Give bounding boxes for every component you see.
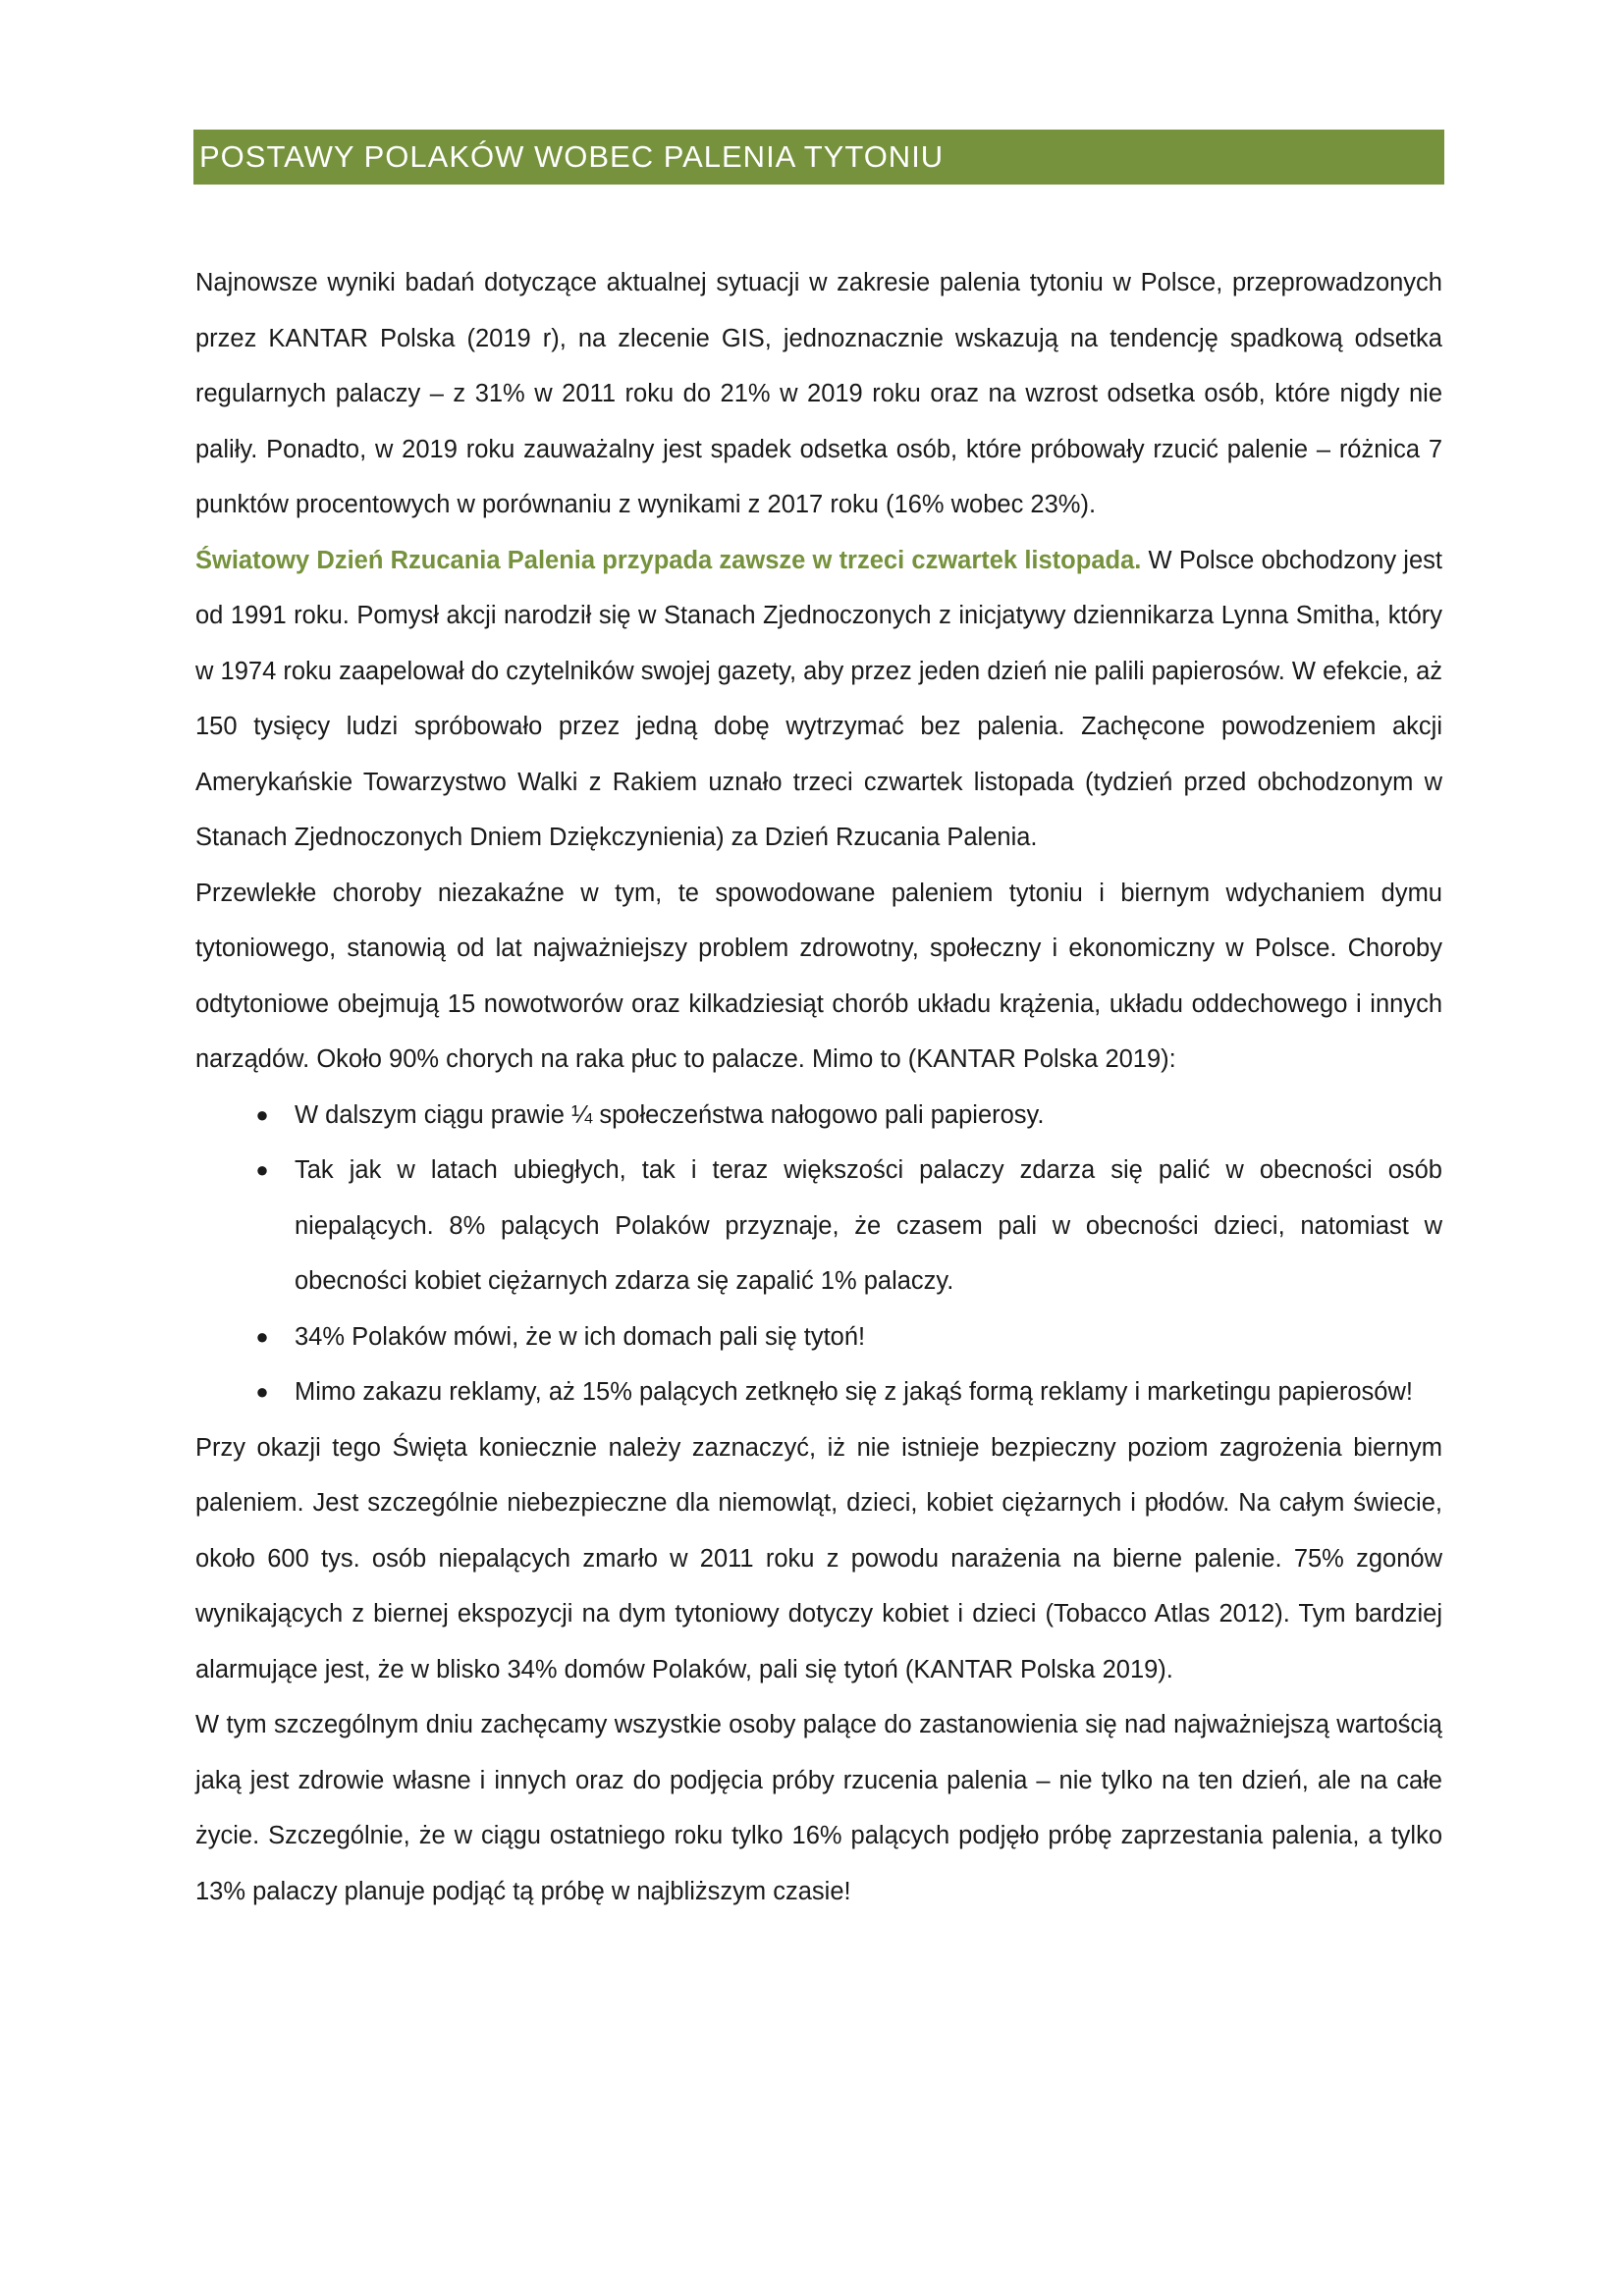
list-item [195, 1143, 1442, 1309]
paragraph-intro: Najnowsze wyniki badań dotyczące aktualnej sytuacji w zakresie palenia tytoniu w Polsce, przeprowadzonych przez KANTAR Polska (2019 r), na zlecenie GIS, jednoznacznie wskazują na tendencję spadkową odsetka regularnych palaczy – z 31% w 2011 roku do 21% w 2019 roku oraz na wzrost odsetka osób, które nigdy nie paliły. Ponadto, w 2019 roku zauważalny jest spadek odsetka osób, które próbowały rzucić palenie – różnica 7 punktów procentowych w porównaniu z wynikami z 2017 roku (16% wobec 23%). [195, 269, 1442, 518]
list-item [195, 1088, 1442, 1144]
page-title: POSTAWY POLAKÓW WOBEC PALENIA TYTONIU [199, 139, 945, 174]
bullet-icon: ● [255, 1101, 269, 1127]
document-body [193, 255, 1444, 1919]
highlighted-sentence: Światowy Dzień Rzucania Palenia przypada zawsze w trzeci czwartek listopada. [195, 546, 1142, 574]
bullet-icon: ● [255, 1323, 269, 1349]
bullet-list [195, 1088, 1442, 1420]
list-item [195, 1364, 1442, 1420]
bullet-icon: ● [255, 1379, 269, 1404]
paragraph-world-no-smoking-day [195, 533, 1442, 866]
paragraph-text: W Polsce obchodzony jest od 1991 roku. Pomysł akcji narodził się w Stanach Zjednoczonych z inicjatywy dziennikarza Lynna Smitha, który w 1974 roku zaapelował do czytelników swojej gazety, aby przez jeden dzień nie palili papierosów. W efekcie, aż 150 tysięcy ludzi spróbowało przez jedną dobę wytrzymać bez palenia. Zachęcone powodzeniem akcji Amerykańskie Towarzystwo Walki z Rakiem uznało trzeci czwartek listopada (tydzień przed obchodzonym w Stanach Zjednoczonych Dniem Dziękczynienia) za Dzień Rzucania Palenia. [195, 546, 1442, 851]
paragraph-closing-appeal: W tym szczególnym dniu zachęcamy wszystkie osoby palące do zastanowienia się nad najważniejszą wartością jaką jest zdrowie własne i innych oraz do podjęcia próby rzucenia palenia – nie tylko na ten dzień, ale na całe życie. Szczególnie, że w ciągu ostatniego roku tylko 16% palących podjęło próbę zaprzestania palenia, a tylko 13% palaczy planuje podjąć tą próbę w najbliższym czasie! [195, 1711, 1442, 1905]
title-bar [193, 130, 1444, 185]
paragraph-passive-smoking: Przy okazji tego Święta koniecznie należy zaznaczyć, iż nie istnieje bezpieczny poziom zagrożenia biernym paleniem. Jest szczególnie niebezpieczne dla niemowląt, dzieci, kobiet ciężarnych i płodów. Na całym świecie, około 600 tys. osób niepalących zmarło w 2011 roku z powodu narażenia na bierne palenie. 75% zgonów wynikających z biernej ekspozycji na dym tytoniowy dotyczy kobiet i dzieci (Tobacco Atlas 2012). Tym bardziej alarmujące jest, że w blisko 34% domów Polaków, pali się tytoń (KANTAR Polska 2019). [195, 1433, 1442, 1683]
list-item-text: W dalszym ciągu prawie ¼ społeczeństwa nałogowo pali papierosy. [295, 1100, 1045, 1129]
bullet-icon: ● [255, 1157, 269, 1182]
paragraph-chronic-diseases: Przewlekłe choroby niezakaźne w tym, te spowodowane paleniem tytoniu i biernym wdychaniem dymu tytoniowego, stanowią od lat najważniejszy problem zdrowotny, społeczny i ekonomiczny w Polsce. Choroby odtytoniowe obejmują 15 nowotworów oraz kilkadziesiąt chorób układu krążenia, układu oddechowego i innych narządów. Około 90% chorych na raka płuc to palacze. Mimo to (KANTAR Polska 2019): [195, 879, 1442, 1073]
list-item-text: Mimo zakazu reklamy, aż 15% palących zetknęło się z jakąś formą reklamy i marketingu papierosów! [295, 1378, 1413, 1406]
document-page [193, 130, 1444, 1919]
list-item [195, 1309, 1442, 1365]
list-item-text: 34% Polaków mówi, że w ich domach pali się tytoń! [295, 1322, 866, 1351]
list-item-text: Tak jak w latach ubiegłych, tak i teraz większości palaczy zdarza się palić w obecności osób niepalących. 8% palących Polaków przyznaje, że czasem pali w obecności dzieci, natomiast w obecności kobiet ciężarnych zdarza się zapalić 1% palaczy. [295, 1156, 1442, 1295]
